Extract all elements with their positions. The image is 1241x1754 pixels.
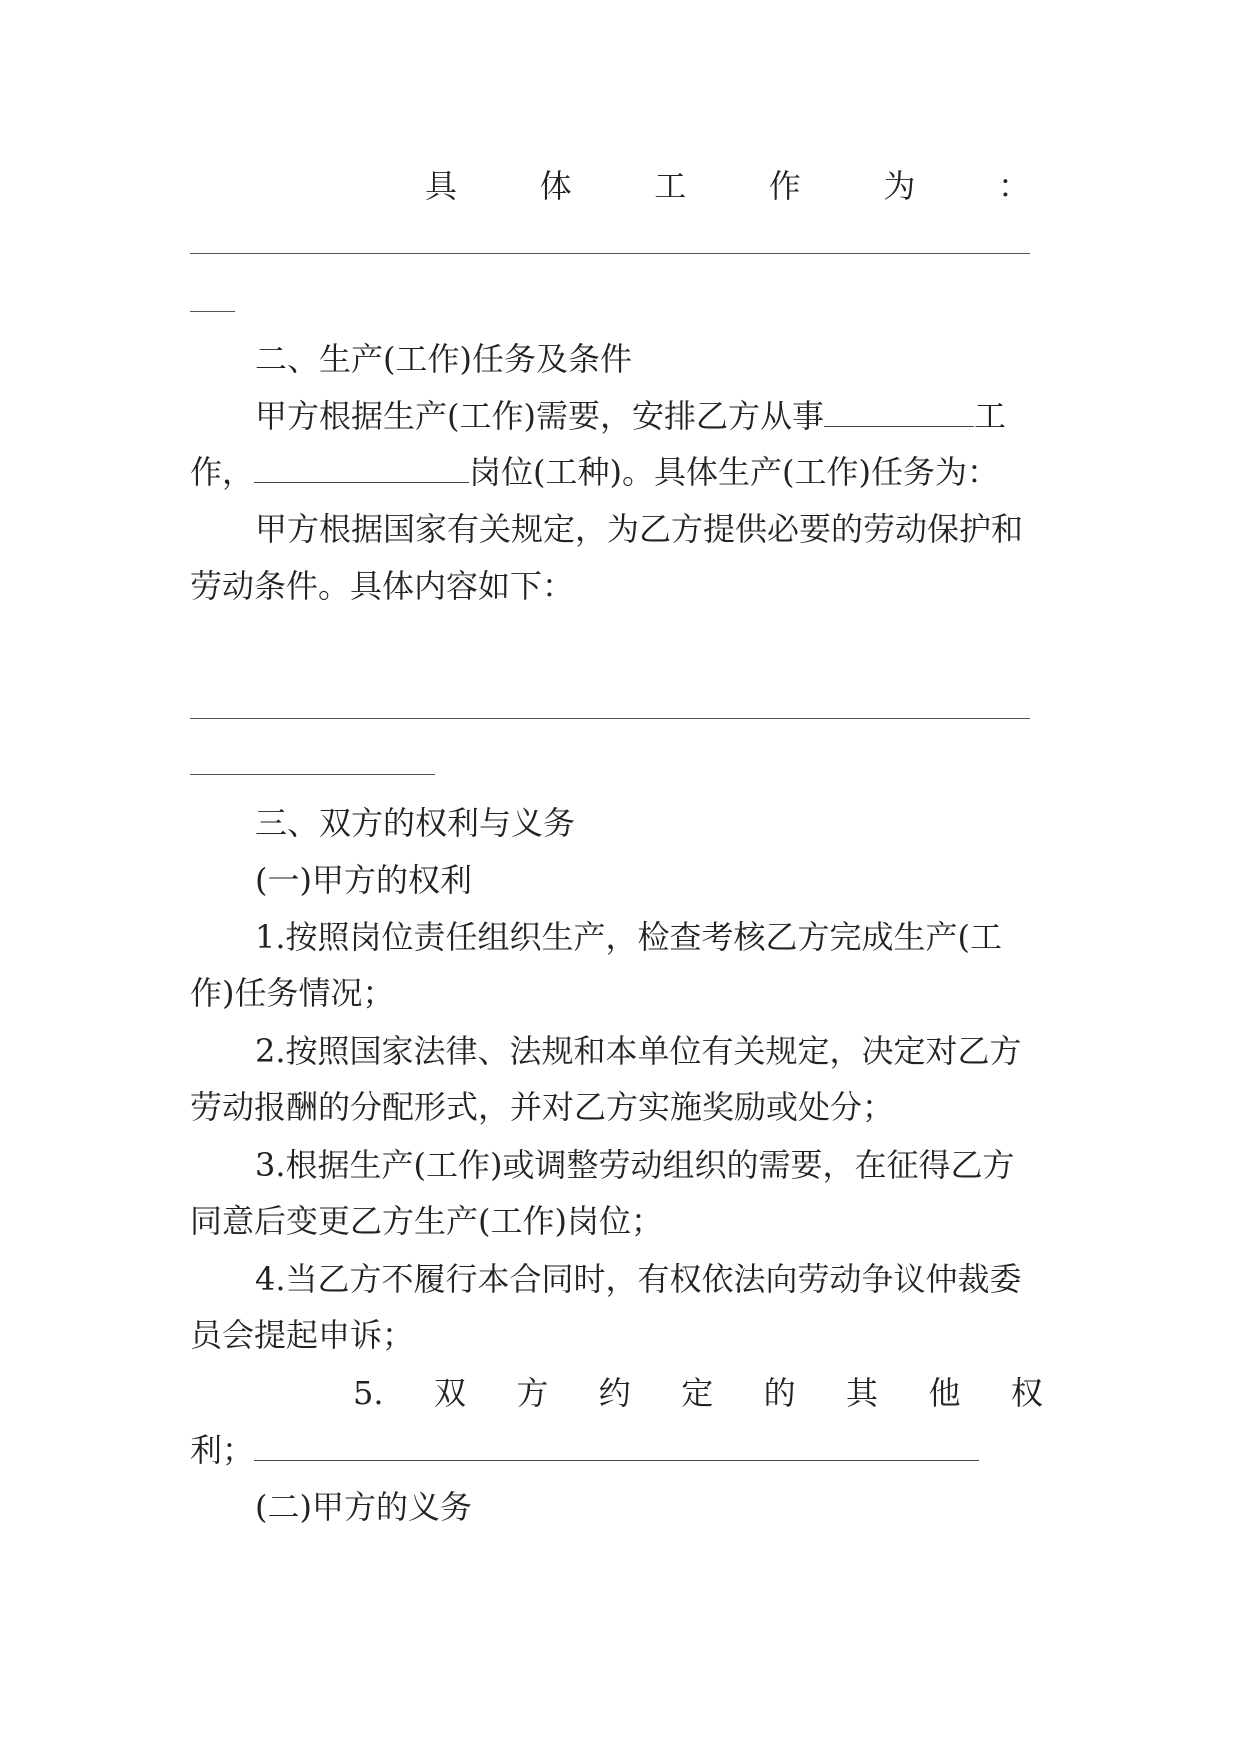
paragraph-line — [190, 452, 999, 492]
item5-char: 约 — [598, 1374, 631, 1412]
paragraph-line — [255, 396, 1055, 436]
item5-char: 他 — [928, 1374, 961, 1412]
paragraph-text: 甲方根据生产(工作)需要，安排乙方从事 — [255, 397, 824, 435]
work-char: 作 — [768, 167, 801, 205]
fill-in-blank — [824, 396, 974, 427]
item5-char: 其 — [846, 1374, 879, 1412]
list-item-line: 1.按照岗位责任组织生产，检查考核乙方完成生产(工 — [255, 918, 1003, 956]
work-description-line — [425, 166, 1030, 206]
item5-char: 定 — [681, 1374, 714, 1412]
list-item-line: 同意后变更乙方生产(工作)岗位； — [190, 1202, 663, 1240]
work-char: 为 — [883, 167, 916, 205]
list-item-line: 作)任务情况； — [190, 974, 395, 1012]
list-item-line: 员会提起申诉； — [190, 1316, 415, 1354]
fill-in-rule — [190, 311, 235, 312]
fill-in-rule — [190, 774, 435, 775]
work-char: 具 — [425, 167, 458, 205]
work-char: 工 — [654, 167, 687, 205]
paragraph-text: 利； — [190, 1431, 255, 1469]
fill-in-rule — [190, 718, 1030, 719]
list-item-line: 3.根据生产(工作)或调整劳动组织的需要，在征得乙方 — [255, 1146, 1015, 1184]
paragraph-text: 工 — [973, 397, 1006, 435]
work-char: ： — [997, 167, 1030, 205]
fill-in-blank — [254, 1430, 979, 1461]
section-heading-2: 二、生产(工作)任务及条件 — [255, 340, 632, 378]
work-char: 体 — [539, 167, 572, 205]
paragraph-line: 甲方根据国家有关规定，为乙方提供必要的劳动保护和 — [255, 510, 1024, 548]
paragraph-text: 岗位(工种)。具体生产(工作)任务为： — [469, 453, 999, 491]
list-item-line: 劳动报酬的分配形式，并对乙方实施奖励或处分； — [190, 1088, 895, 1126]
item5-char: 方 — [516, 1374, 549, 1412]
list-item-line — [353, 1373, 1043, 1413]
item5-char: 双 — [433, 1374, 466, 1412]
fill-in-blank — [254, 452, 469, 483]
section-heading-3: 三、双方的权利与义务 — [255, 804, 576, 842]
fill-in-rule — [190, 253, 1030, 254]
list-item-line — [190, 1430, 979, 1470]
item5-char: 5. — [353, 1374, 384, 1412]
item5-char: 权 — [1010, 1374, 1043, 1412]
list-item-line: 4.当乙方不履行本合同时，有权依法向劳动争议仲裁委 — [255, 1260, 1022, 1298]
paragraph-line: 劳动条件。具体内容如下： — [190, 567, 575, 605]
item5-char: 的 — [763, 1374, 796, 1412]
subsection-heading: (一)甲方的权利 — [255, 861, 472, 899]
list-item-line: 2.按照国家法律、法规和本单位有关规定，决定对乙方 — [255, 1032, 1022, 1070]
paragraph-text: 作， — [190, 453, 255, 491]
subsection-heading: (二)甲方的义务 — [255, 1488, 472, 1526]
